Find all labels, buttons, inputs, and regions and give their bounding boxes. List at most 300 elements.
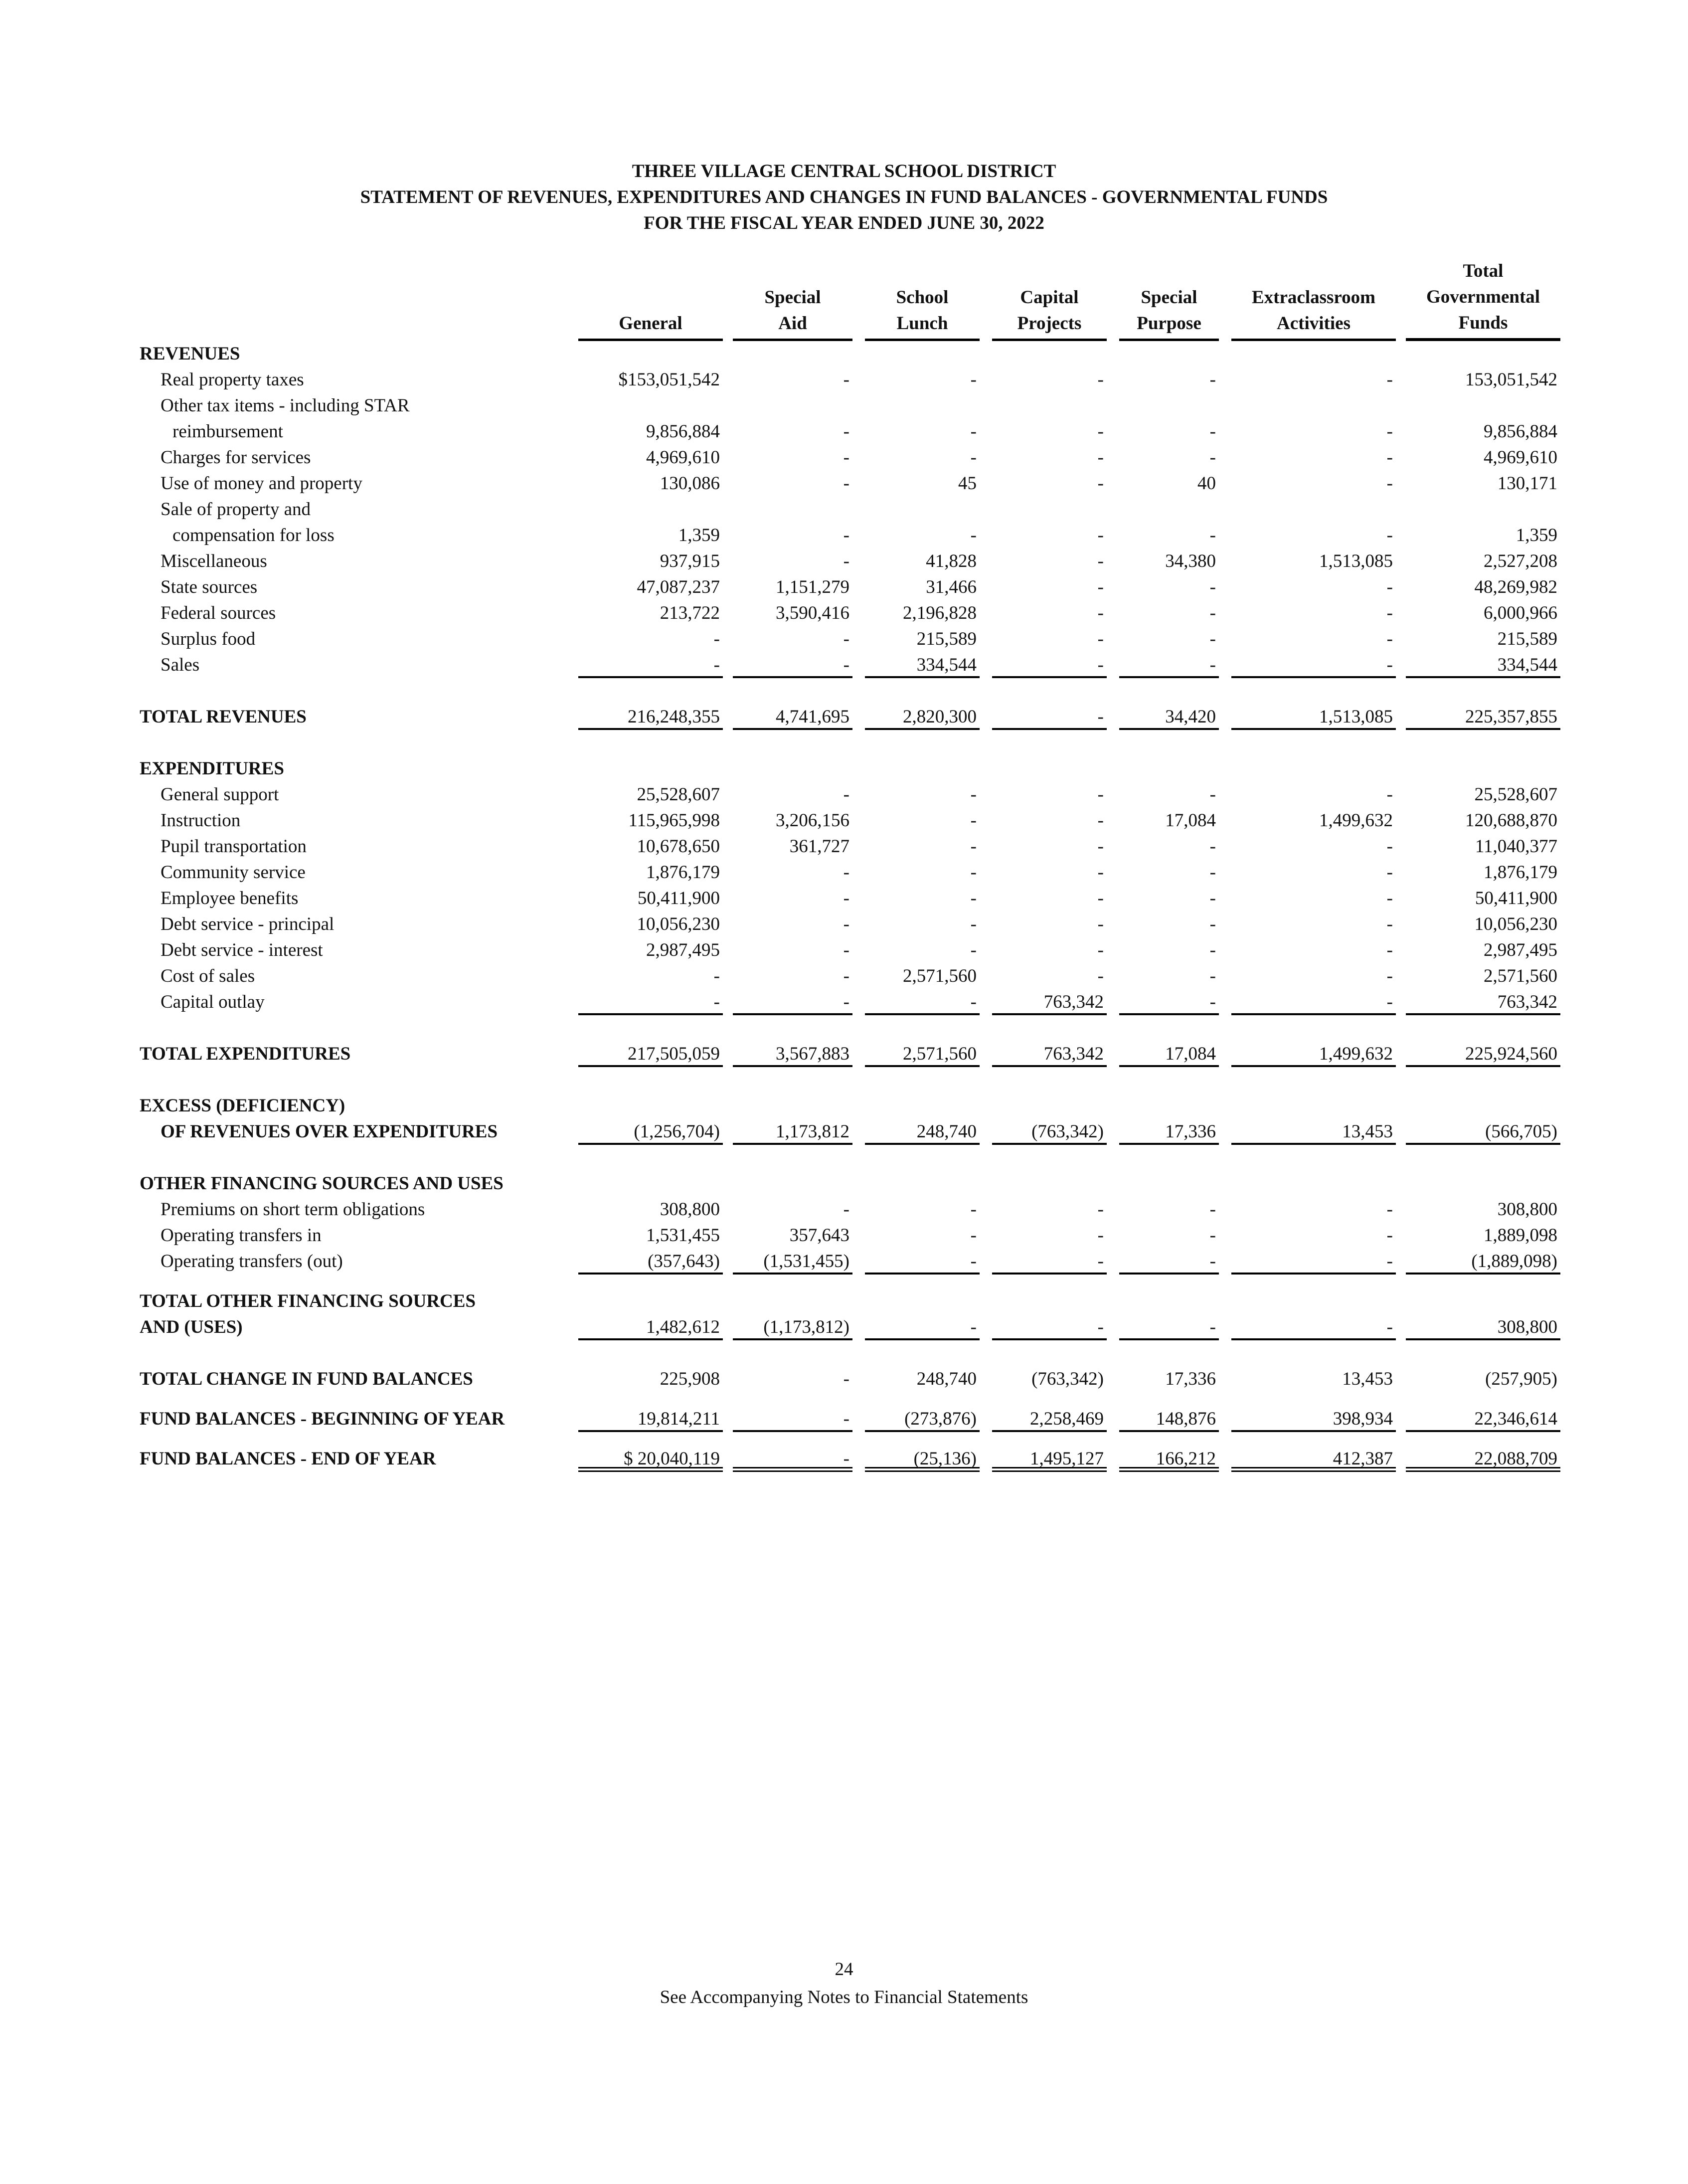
row-label: Cost of sales [161, 966, 255, 986]
row-spacer [140, 678, 1560, 704]
cell-extraclassroom: - [1386, 629, 1393, 649]
row-label: Debt service - interest [161, 940, 323, 960]
cell-extraclassroom: - [1386, 447, 1393, 468]
cell-extraclassroom: 1,499,632 [1231, 1041, 1396, 1067]
cell-extraclassroom: - [1231, 1314, 1396, 1340]
row-label: Pupil transportation [161, 836, 307, 857]
cell-total: 308,800 [1406, 1314, 1560, 1340]
cell-capital-projects: - [1097, 966, 1104, 986]
row-label: TOTAL CHANGE IN FUND BALANCES [140, 1369, 473, 1389]
cell-school-lunch: 2,571,560 [903, 966, 977, 986]
table-row [140, 860, 1560, 886]
cell-total: 22,346,614 [1406, 1406, 1560, 1432]
row-label: REVENUES [140, 344, 240, 364]
row-label: Employee benefits [161, 888, 299, 909]
table-row [140, 1041, 1560, 1067]
cell-special-purpose: - [1119, 1249, 1219, 1274]
cell-extraclassroom: 13,453 [1342, 1369, 1393, 1389]
cell-total: 22,088,709 [1406, 1446, 1560, 1472]
table-row [140, 1223, 1560, 1249]
cell-general: 4,969,610 [646, 447, 720, 468]
cell-general: 1,531,455 [646, 1225, 720, 1246]
cell-general: 213,722 [660, 603, 720, 623]
cell-extraclassroom: 1,513,085 [1231, 704, 1396, 730]
cell-extraclassroom: - [1386, 940, 1393, 960]
cell-capital-projects: - [1097, 473, 1104, 494]
table-row [140, 937, 1560, 963]
cell-total: 2,571,560 [1484, 966, 1557, 986]
cell-capital-projects: - [992, 704, 1107, 730]
row-label: TOTAL OTHER FINANCING SOURCES [140, 1291, 476, 1311]
cell-total: 215,589 [1497, 629, 1557, 649]
cell-total: 6,000,966 [1484, 603, 1557, 623]
row-spacer [140, 1392, 1560, 1406]
cell-school-lunch: (25,136) [865, 1446, 980, 1472]
cell-extraclassroom: - [1386, 473, 1393, 494]
cell-total: 2,527,208 [1484, 551, 1557, 571]
cell-special-aid: - [843, 369, 849, 390]
table-row [140, 911, 1560, 937]
cell-total: (566,705) [1406, 1119, 1560, 1145]
cell-general: 2,987,495 [646, 940, 720, 960]
cell-school-lunch: 2,820,300 [865, 704, 980, 730]
row-label: AND (USES) [140, 1317, 243, 1337]
column-header-line: Special [764, 287, 821, 308]
cell-school-lunch: 215,589 [916, 629, 977, 649]
cell-total: 2,987,495 [1484, 940, 1557, 960]
table-row [140, 626, 1560, 652]
row-spacer [140, 1432, 1560, 1446]
column-header-total [1406, 258, 1560, 341]
row-label: Sale of property and [161, 499, 311, 520]
cell-special-purpose: - [1119, 652, 1219, 678]
table-row [140, 1314, 1560, 1340]
row-label: General support [161, 784, 279, 805]
cell-general: 1,876,179 [646, 862, 720, 883]
table-row-label [140, 341, 1560, 367]
cell-school-lunch: (273,876) [865, 1406, 980, 1432]
cell-total: 11,040,377 [1475, 836, 1557, 857]
cell-school-lunch: 248,740 [916, 1369, 977, 1389]
district-title: THREE VILLAGE CENTRAL SCHOOL DISTRICT [632, 161, 1056, 182]
column-header-line: Extraclassroom [1252, 287, 1375, 308]
cell-extraclassroom: - [1386, 577, 1393, 597]
table-row [140, 1406, 1560, 1432]
cell-school-lunch: 2,571,560 [865, 1041, 980, 1067]
cell-general: 308,800 [660, 1199, 720, 1220]
cell-total: 130,171 [1497, 473, 1557, 494]
cell-special-purpose: 17,336 [1165, 1369, 1216, 1389]
cell-school-lunch: 248,740 [865, 1119, 980, 1145]
cell-extraclassroom: - [1386, 603, 1393, 623]
cell-general: - [578, 989, 723, 1015]
cell-general: 25,528,607 [637, 784, 720, 805]
cell-special-purpose: - [1209, 525, 1216, 546]
cell-special-aid: - [843, 551, 849, 571]
cell-general: 47,087,237 [637, 577, 720, 597]
cell-capital-projects: (763,342) [1031, 1369, 1104, 1389]
table-row [140, 834, 1560, 860]
cell-school-lunch: - [970, 369, 977, 390]
cell-extraclassroom: - [1231, 652, 1396, 678]
cell-total: 1,889,098 [1484, 1225, 1557, 1246]
cell-special-aid: 4,741,695 [733, 704, 852, 730]
cell-special-aid: 3,206,156 [776, 810, 849, 831]
cell-general: - [713, 629, 720, 649]
row-spacer [140, 1145, 1560, 1171]
cell-general: (357,643) [578, 1249, 723, 1274]
column-header-capital-projects [992, 285, 1107, 341]
cell-total: 48,269,982 [1474, 577, 1557, 597]
row-label: Operating transfers in [161, 1225, 322, 1246]
cell-school-lunch: - [970, 888, 977, 909]
cell-extraclassroom: - [1386, 1199, 1393, 1220]
table-row [140, 1446, 1560, 1472]
cell-extraclassroom: 398,934 [1231, 1406, 1396, 1432]
row-label: Use of money and property [161, 473, 362, 494]
row-label: FUND BALANCES - END OF YEAR [140, 1449, 436, 1469]
cell-special-aid: - [843, 473, 849, 494]
cell-total: (1,889,098) [1406, 1249, 1560, 1274]
table-row-label [140, 1171, 1560, 1197]
cell-school-lunch: - [970, 862, 977, 883]
cell-school-lunch: 334,544 [865, 652, 980, 678]
cell-school-lunch: - [970, 836, 977, 857]
cell-general: 50,411,900 [637, 888, 720, 909]
cell-special-purpose: - [1209, 940, 1216, 960]
cell-capital-projects: 2,258,469 [992, 1406, 1107, 1432]
cell-capital-projects: - [992, 652, 1107, 678]
cell-extraclassroom: - [1231, 1249, 1396, 1274]
cell-school-lunch: - [970, 940, 977, 960]
cell-capital-projects: - [992, 1314, 1107, 1340]
cell-general: 10,678,650 [637, 836, 720, 857]
cell-total: 50,411,900 [1475, 888, 1557, 909]
row-label: Real property taxes [161, 369, 304, 390]
row-label: Premiums on short term obligations [161, 1199, 425, 1220]
cell-school-lunch: - [970, 421, 977, 442]
cell-total: (257,905) [1485, 1369, 1557, 1389]
cell-capital-projects: - [1097, 577, 1104, 597]
table-row-label [140, 1288, 1560, 1314]
column-header-general [578, 311, 723, 341]
cell-total: 9,856,884 [1484, 421, 1557, 442]
cell-special-aid: 361,727 [789, 836, 849, 857]
row-label: Miscellaneous [161, 551, 267, 571]
table-row [140, 1119, 1560, 1145]
cell-school-lunch: - [865, 989, 980, 1015]
cell-capital-projects: - [992, 1249, 1107, 1274]
cell-special-purpose: - [1209, 629, 1216, 649]
cell-school-lunch: - [865, 1314, 980, 1340]
row-label: FUND BALANCES - BEGINNING OF YEAR [140, 1409, 505, 1429]
cell-school-lunch: 45 [958, 473, 977, 494]
cell-capital-projects: - [1097, 836, 1104, 857]
cell-special-purpose: 40 [1197, 473, 1216, 494]
column-header-line: Activities [1277, 313, 1350, 334]
cell-school-lunch: - [970, 784, 977, 805]
cell-extraclassroom: - [1386, 914, 1393, 934]
cell-general: - [713, 966, 720, 986]
cell-special-purpose: 148,876 [1119, 1406, 1219, 1432]
row-label: Other tax items - including STAR [161, 395, 410, 416]
cell-special-aid: - [843, 525, 849, 546]
cell-special-purpose: - [1209, 966, 1216, 986]
cell-general: 1,359 [678, 525, 720, 546]
row-label: EXPENDITURES [140, 758, 284, 779]
row-label: OF REVENUES OVER EXPENDITURES [161, 1121, 498, 1142]
cell-extraclassroom: - [1386, 862, 1393, 883]
table-row [140, 445, 1560, 471]
column-header-line: Aid [778, 313, 807, 334]
cell-special-purpose: - [1119, 989, 1219, 1015]
cell-special-purpose: - [1209, 888, 1216, 909]
cell-special-aid: - [843, 1369, 849, 1389]
table-row [140, 1197, 1560, 1223]
cell-extraclassroom: 1,499,632 [1319, 810, 1393, 831]
row-label: Capital outlay [161, 992, 265, 1012]
cell-special-aid: 1,151,279 [776, 577, 849, 597]
table-row [140, 600, 1560, 626]
cell-total: 225,357,855 [1406, 704, 1560, 730]
cell-special-aid: - [733, 1446, 852, 1472]
cell-special-purpose: 17,084 [1119, 1041, 1219, 1067]
cell-special-purpose: - [1209, 577, 1216, 597]
row-label: Community service [161, 862, 306, 883]
fund-statement-table [140, 263, 1560, 1472]
cell-special-aid: - [843, 629, 849, 649]
cell-special-purpose: - [1209, 603, 1216, 623]
cell-special-aid: 3,567,883 [733, 1041, 852, 1067]
row-spacer [140, 1274, 1560, 1288]
row-spacer [140, 1067, 1560, 1093]
cell-capital-projects: 763,342 [992, 1041, 1107, 1067]
cell-extraclassroom: - [1386, 1225, 1393, 1246]
cell-school-lunch: - [970, 525, 977, 546]
cell-capital-projects: - [1097, 784, 1104, 805]
cell-special-aid: - [843, 447, 849, 468]
cell-total: 10,056,230 [1474, 914, 1557, 934]
cell-special-purpose: - [1209, 862, 1216, 883]
cell-school-lunch: - [970, 1225, 977, 1246]
cell-special-aid: (1,173,812) [733, 1314, 852, 1340]
column-header-line: Capital [1020, 287, 1079, 308]
cell-extraclassroom: 412,387 [1231, 1446, 1396, 1472]
column-header-line: General [619, 313, 682, 334]
cell-general: 1,482,612 [578, 1314, 723, 1340]
cell-total: 763,342 [1406, 989, 1560, 1015]
cell-total: 308,800 [1497, 1199, 1557, 1220]
cell-special-aid: - [843, 421, 849, 442]
cell-capital-projects: - [1097, 525, 1104, 546]
cell-capital-projects: - [1097, 421, 1104, 442]
cell-special-aid: - [733, 1406, 852, 1432]
cell-special-aid: (1,531,455) [733, 1249, 852, 1274]
table-row [140, 1249, 1560, 1274]
row-label: Debt service - principal [161, 914, 335, 934]
table-row [140, 1366, 1560, 1392]
cell-extraclassroom: - [1386, 888, 1393, 909]
table-row [140, 652, 1560, 678]
cell-total: 25,528,607 [1474, 784, 1557, 805]
cell-special-purpose: - [1209, 1225, 1216, 1246]
cell-general: (1,256,704) [578, 1119, 723, 1145]
cell-school-lunch: 2,196,828 [903, 603, 977, 623]
cell-total: 225,924,560 [1406, 1041, 1560, 1067]
cell-capital-projects: - [1097, 369, 1104, 390]
cell-special-aid: 3,590,416 [776, 603, 849, 623]
statement-rows [140, 341, 1560, 1472]
row-label: Federal sources [161, 603, 276, 623]
table-row [140, 886, 1560, 911]
cell-special-purpose: - [1209, 421, 1216, 442]
cell-capital-projects: - [1097, 603, 1104, 623]
cell-capital-projects: 763,342 [992, 989, 1107, 1015]
cell-general: 217,505,059 [578, 1041, 723, 1067]
cell-special-purpose: 17,084 [1165, 810, 1216, 831]
column-header-line: School [896, 287, 949, 308]
cell-extraclassroom: - [1386, 369, 1393, 390]
cell-capital-projects: - [1097, 810, 1104, 831]
cell-special-aid: - [843, 940, 849, 960]
cell-school-lunch: - [970, 810, 977, 831]
cell-capital-projects: - [1097, 447, 1104, 468]
table-row [140, 782, 1560, 808]
cell-special-aid: 1,173,812 [733, 1119, 852, 1145]
cell-school-lunch: 41,828 [926, 551, 977, 571]
column-headers [140, 263, 1560, 341]
column-header-line: Projects [1017, 313, 1082, 334]
cell-special-purpose: 34,420 [1119, 704, 1219, 730]
row-label: Sales [161, 655, 200, 675]
cell-capital-projects: (763,342) [992, 1119, 1107, 1145]
cell-school-lunch: - [970, 447, 977, 468]
table-row-label [140, 393, 1560, 419]
cell-special-purpose: - [1209, 784, 1216, 805]
table-row [140, 574, 1560, 600]
row-spacer [140, 1015, 1560, 1041]
cell-special-aid: - [843, 966, 849, 986]
table-row [140, 704, 1560, 730]
cell-capital-projects: - [1097, 629, 1104, 649]
cell-special-purpose: - [1119, 1314, 1219, 1340]
cell-capital-projects: - [1097, 862, 1104, 883]
table-row [140, 989, 1560, 1015]
column-header-line: Purpose [1137, 313, 1201, 334]
cell-general: - [578, 652, 723, 678]
row-label: TOTAL EXPENDITURES [140, 1044, 351, 1064]
cell-school-lunch: - [865, 1249, 980, 1274]
cell-special-purpose: 34,380 [1165, 551, 1216, 571]
row-label: EXCESS (DEFICIENCY) [140, 1095, 345, 1116]
cell-capital-projects: - [1097, 1225, 1104, 1246]
cell-special-aid: - [843, 1199, 849, 1220]
table-row [140, 471, 1560, 497]
cell-general: 937,915 [660, 551, 720, 571]
statement-title: STATEMENT OF REVENUES, EXPENDITURES AND CHANGES IN FUND BALANCES - GOVERNMENTAL FUNDS [360, 187, 1328, 207]
table-row-label [140, 756, 1560, 782]
cell-capital-projects: - [1097, 1199, 1104, 1220]
cell-general: 10,056,230 [637, 914, 720, 934]
row-label: Instruction [161, 810, 241, 831]
column-header-special-aid [733, 285, 852, 341]
column-header-line: Governmental [1426, 287, 1540, 307]
cell-capital-projects: 1,495,127 [992, 1446, 1107, 1472]
cell-special-purpose: - [1209, 447, 1216, 468]
cell-special-purpose: - [1209, 836, 1216, 857]
statement-header [0, 159, 1688, 236]
column-header-line: Total [1463, 261, 1504, 281]
cell-special-aid: 357,643 [789, 1225, 849, 1246]
row-label: compensation for loss [172, 525, 335, 546]
cell-capital-projects: - [1097, 551, 1104, 571]
row-label: OTHER FINANCING SOURCES AND USES [140, 1173, 504, 1194]
cell-extraclassroom: - [1386, 836, 1393, 857]
row-label: Surplus food [161, 629, 256, 649]
table-row [140, 963, 1560, 989]
column-header-line: Funds [1458, 313, 1508, 333]
cell-total: 334,544 [1406, 652, 1560, 678]
table-row [140, 419, 1560, 445]
cell-extraclassroom: - [1231, 989, 1396, 1015]
cell-special-purpose: - [1209, 914, 1216, 934]
cell-special-aid: - [843, 914, 849, 934]
column-header-special-purpose [1119, 285, 1219, 341]
row-spacer [140, 730, 1560, 756]
cell-extraclassroom: - [1386, 525, 1393, 546]
cell-special-aid: - [843, 862, 849, 883]
cell-special-purpose: - [1209, 369, 1216, 390]
cell-special-purpose: 166,212 [1119, 1446, 1219, 1472]
column-header-school-lunch [865, 285, 980, 341]
row-label: TOTAL REVENUES [140, 707, 307, 727]
cell-general: 115,965,998 [628, 810, 720, 831]
cell-extraclassroom: - [1386, 966, 1393, 986]
cell-school-lunch: 31,466 [926, 577, 977, 597]
table-row [140, 808, 1560, 834]
table-row [140, 548, 1560, 574]
row-label: Charges for services [161, 447, 311, 468]
cell-school-lunch: - [970, 1199, 977, 1220]
cell-general: $153,051,542 [618, 369, 720, 390]
row-label: State sources [161, 577, 258, 597]
cell-general: $ 20,040,119 [578, 1446, 723, 1472]
cell-special-purpose: 17,336 [1119, 1119, 1219, 1145]
table-row-label [140, 1093, 1560, 1119]
page-number: 24 [835, 1959, 853, 1980]
cell-special-aid: - [733, 989, 852, 1015]
column-header-extraclassroom [1231, 285, 1396, 341]
cell-special-aid: - [733, 652, 852, 678]
cell-extraclassroom: - [1386, 421, 1393, 442]
row-label: reimbursement [172, 421, 283, 442]
cell-general: 9,856,884 [646, 421, 720, 442]
table-row [140, 367, 1560, 393]
fiscal-year-title: FOR THE FISCAL YEAR ENDED JUNE 30, 2022 [644, 213, 1044, 233]
cell-capital-projects: - [1097, 914, 1104, 934]
cell-school-lunch: - [970, 914, 977, 934]
cell-general: 225,908 [660, 1369, 720, 1389]
cell-general: 216,248,355 [578, 704, 723, 730]
cell-extraclassroom: 13,453 [1231, 1119, 1396, 1145]
cell-extraclassroom: - [1386, 784, 1393, 805]
cell-capital-projects: - [1097, 888, 1104, 909]
cell-total: 1,876,179 [1484, 862, 1557, 883]
cell-extraclassroom: 1,513,085 [1319, 551, 1393, 571]
cell-total: 4,969,610 [1484, 447, 1557, 468]
cell-total: 120,688,870 [1465, 810, 1557, 831]
cell-capital-projects: - [1097, 940, 1104, 960]
